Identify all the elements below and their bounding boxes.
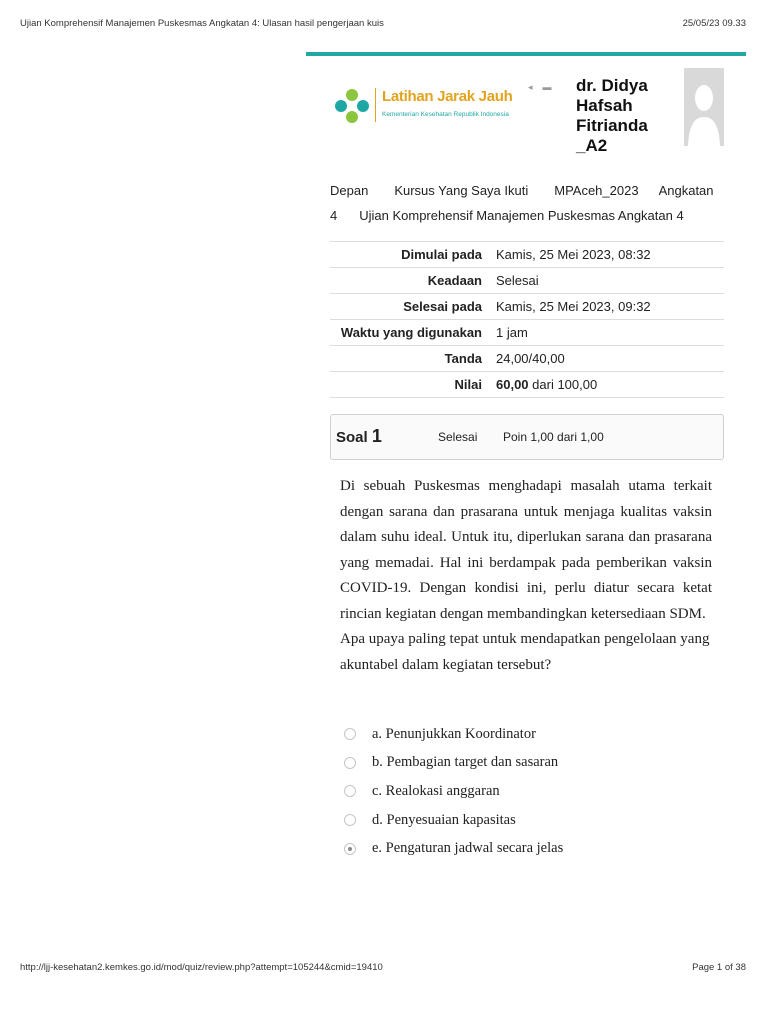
summary-value: Kamis, 25 Mei 2023, 08:32 [496,247,651,262]
header-icons [528,82,562,93]
summary-value: Kamis, 25 Mei 2023, 09:32 [496,299,651,314]
summary-value: Selesai [496,273,539,288]
summary-label: Selesai pada [403,299,482,314]
question-prompt: Apa upaya paling tepat untuk mendapatkan pengelolaan yang akuntabel dalam kegiatan tersebut? [340,631,710,673]
answer-label: c. Realokasi anggaran [372,782,500,799]
summary-value [490,372,724,398]
answer-label: d. Penyesuaian kapasitas [372,811,516,828]
avatar[interactable] [684,68,724,146]
message-icon[interactable]: ▬ [542,82,562,92]
logo-icon [334,88,370,124]
breadcrumb-angkatan[interactable]: Angkatan [658,183,714,198]
summary-value: 24,00/40,00 [496,351,565,366]
print-url: http://ljj-kesehatan2.kemkes.go.id/mod/quiz/review.php?attempt=105244&cmid=19410 [20,962,383,973]
user-silhouette-icon [684,68,724,146]
site-logo[interactable] [334,84,524,128]
breadcrumb-course[interactable]: MPAceh_2023 [554,183,639,198]
print-page-number: Page 1 of 38 [692,962,746,973]
summary-label: Nilai [454,377,482,392]
answer-option-b[interactable] [344,749,724,778]
breadcrumb-quiz[interactable]: Ujian Komprehensif Manajemen Puskesmas Angkatan 4 [359,208,684,223]
summary-row [330,294,724,320]
answer-option-c[interactable] [344,777,724,806]
summary-row [330,346,724,372]
breadcrumb-kursus[interactable]: Kursus Yang Saya Ikuti [394,183,529,198]
summary-label: Waktu yang digunakan [340,325,482,340]
summary-label: Keadaan [427,273,482,288]
notification-icon[interactable]: ◂ [528,82,543,92]
answer-label: a. Penunjukkan Koordinator [372,725,536,742]
brand-title: Latihan Jarak Jauh [382,88,513,105]
question-body: Di sebuah Puskesmas menghadapi masalah utama terkait dengan sarana dan prasarana untuk menjaga kualitas vaksin dalam suhu ideal. Untuk itu, diperlukan sarana dan prasarana yang memadai. Hal ini berdampak pada pemberikan vaksin COVID-19. Dengan kondisi ini, perlu diatur secara ketat rincian kegiatan dengan membandingkan ketersediaan SDM. [340,478,712,622]
summary-value: 1 jam [496,325,528,340]
answer-options [344,720,724,863]
answer-option-e[interactable] [344,834,724,863]
print-footer [20,962,746,973]
question-grade: Poin 1,00 dari 1,00 [503,430,604,444]
brand-subtitle: Kementerian Kesehatan Republik Indonesia [382,111,509,118]
user-name[interactable]: dr. Didya Hafsah Fitrianda _A2 [576,76,648,155]
radio-button[interactable] [344,757,356,769]
summary-row [330,268,724,294]
question-state: Selesai [438,430,478,444]
print-title: Ujian Komprehensif Manajemen Puskesmas Angkatan 4: Ulasan hasil pengerjaan kuis [20,18,384,29]
answer-label: e. Pengaturan jadwal secara jelas [372,840,564,857]
summary-label: Dimulai pada [401,247,482,262]
radio-button[interactable] [344,785,356,797]
breadcrumb [330,178,720,228]
summary-row [330,242,724,268]
radio-button-selected[interactable] [344,843,356,855]
top-accent-bar [306,52,746,56]
radio-button[interactable] [344,728,356,740]
breadcrumb-angkatan-number[interactable]: 4 [330,208,338,223]
question-info-box [330,414,724,460]
grade-max: dari 100,00 [528,377,598,392]
breadcrumb-depan[interactable]: Depan [330,183,369,198]
answer-label: b. Pembagian target dan sasaran [372,754,559,771]
print-datetime: 25/05/23 09.33 [682,18,746,29]
radio-button[interactable] [344,814,356,826]
print-header [20,18,746,29]
question-number: Soal 1 [336,426,382,446]
summary-row [330,320,724,346]
grade-value: 60,00 [496,377,529,392]
answer-option-d[interactable] [344,806,724,835]
answer-option-a[interactable] [344,720,724,749]
summary-row [330,372,724,398]
attempt-summary-table [330,241,724,398]
question-text [340,474,712,678]
logo-separator [375,88,376,122]
summary-label: Tanda [444,351,482,366]
